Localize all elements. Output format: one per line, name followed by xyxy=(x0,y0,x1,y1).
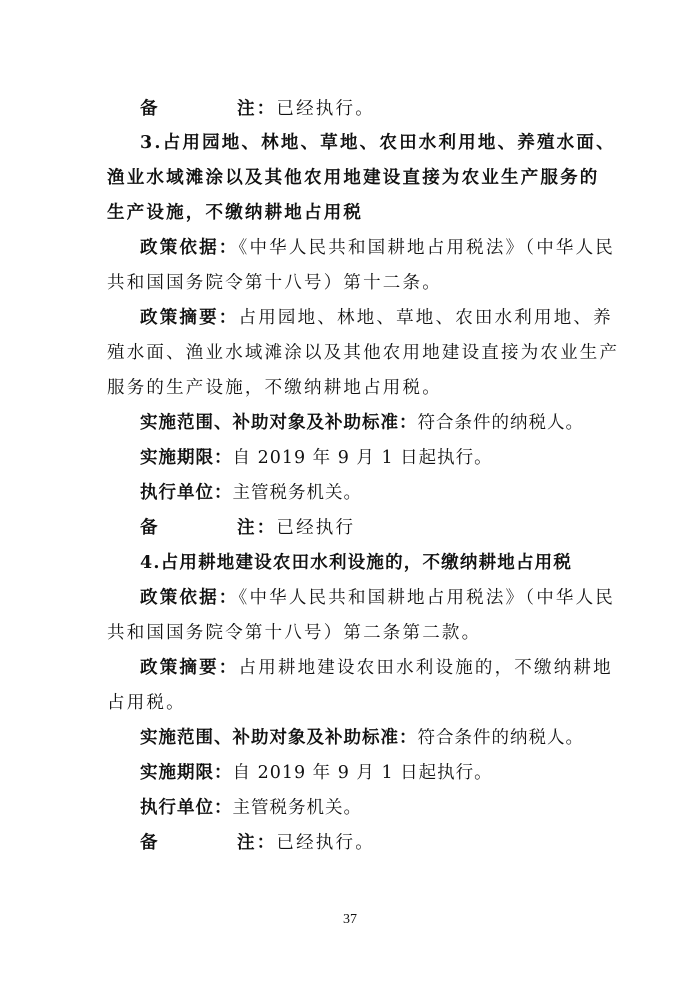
scope-line: 实施范围、补助对象及补助标准：符合条件的纳税人。 xyxy=(140,728,584,748)
remark-line: 备 注：已经执行 xyxy=(140,518,356,538)
section-heading-3-cont: 渔业水域滩涂以及其他农用地建设直接为农业生产服务的 xyxy=(107,168,600,188)
scope-line: 实施范围、补助对象及补助标准：符合条件的纳税人。 xyxy=(140,413,584,433)
section-heading-3: 3.占用园地、林地、草地、农田水利用地、养殖水面、 xyxy=(140,133,616,153)
policy-basis-cont: 共和国国务院令第十八号）第二条第二款。 xyxy=(107,623,482,643)
policy-summary-line: 政策摘要：占用园地、林地、草地、农田水利用地、养 xyxy=(140,308,613,328)
policy-summary-cont: 服务的生产设施，不缴纳耕地占用税。 xyxy=(107,378,442,398)
policy-summary-cont: 殖水面、渔业水域滩涂以及其他农用地建设直接为农业生产 xyxy=(107,343,620,363)
policy-summary-cont: 占用税。 xyxy=(107,693,186,713)
remark-line: 备 注：已经执行。 xyxy=(140,99,375,119)
policy-summary-line: 政策摘要：占用耕地建设农田水利设施的，不缴纳耕地 xyxy=(140,658,613,678)
policy-basis-cont: 共和国国务院令第十八号）第十二条。 xyxy=(107,273,442,293)
policy-basis-line: 政策依据：《中华人民共和国耕地占用税法》（中华人民 xyxy=(140,588,615,608)
remark-label: 备 xyxy=(140,99,160,119)
executor-line: 执行单位：主管税务机关。 xyxy=(140,798,362,818)
remark-line: 备 注：已经执行。 xyxy=(140,833,375,853)
policy-basis-line: 政策依据：《中华人民共和国耕地占用税法》（中华人民 xyxy=(140,238,615,258)
executor-line: 执行单位：主管税务机关。 xyxy=(140,483,362,503)
section-heading-3-cont: 生产设施，不缴纳耕地占用税 xyxy=(107,203,364,223)
period-line: 实施期限：自 2019 年 9 月 1 日起执行。 xyxy=(140,448,493,468)
section-heading-4: 4.占用耕地建设农田水利设施的，不缴纳耕地占用税 xyxy=(140,553,573,573)
period-line: 实施期限：自 2019 年 9 月 1 日起执行。 xyxy=(140,763,493,783)
page-number: 37 xyxy=(343,912,357,927)
